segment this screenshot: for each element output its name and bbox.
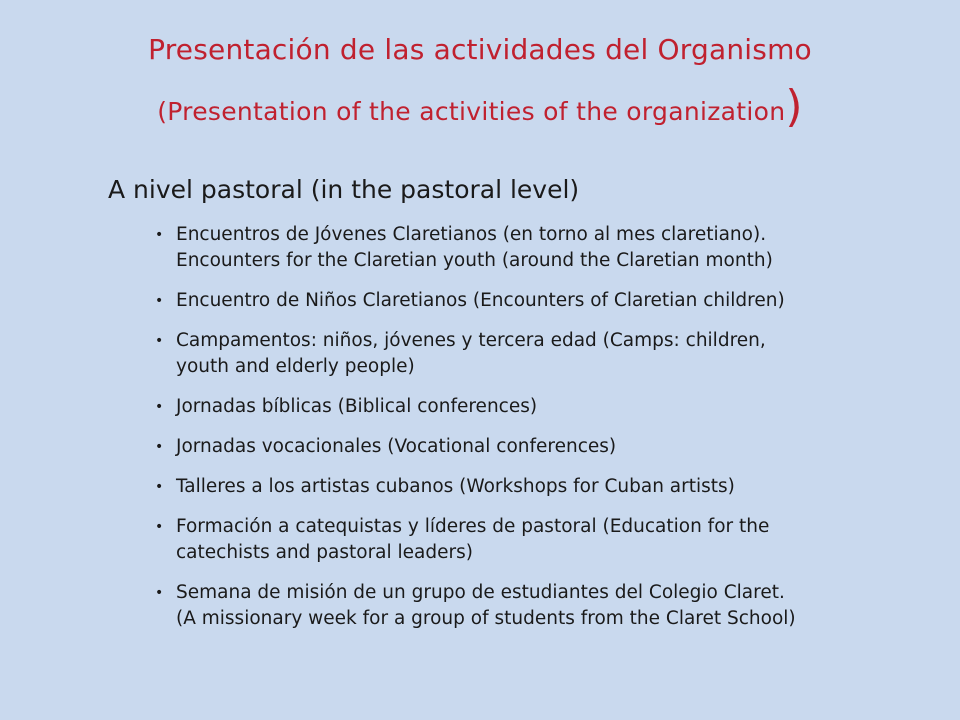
- list-item: [155, 328, 915, 380]
- section-heading: A nivel pastoral (in the pastoral level): [108, 175, 580, 204]
- list-item: [155, 434, 915, 460]
- title-paren-open: (: [157, 97, 168, 126]
- bullet-icon: •: [155, 293, 164, 309]
- bullet-icon: •: [155, 585, 164, 601]
- list-item-text: Formación a catequistas y líderes de pastoral (Education for the catechists and pastoral leaders): [176, 516, 770, 563]
- list-item: [155, 514, 915, 566]
- title-line-1: Presentación de las actividades del Organismo: [148, 33, 812, 66]
- slide-title: [40, 30, 920, 132]
- bullet-icon: •: [155, 439, 164, 455]
- list-item-text: Semana de misión de un grupo de estudiantes del Colegio Claret. (A missionary week for a group of students from the Claret School): [176, 582, 796, 629]
- title-line-2: [40, 81, 920, 132]
- bullet-icon: •: [155, 479, 164, 495]
- list-item: [155, 222, 915, 274]
- bullet-list: [155, 222, 915, 646]
- list-item-text: Talleres a los artistas cubanos (Workshops for Cuban artists): [176, 476, 735, 497]
- list-item-text: Jornadas bíblicas (Biblical conferences): [176, 396, 538, 417]
- list-item-text: Jornadas vocacionales (Vocational conferences): [176, 436, 617, 457]
- list-item: [155, 474, 915, 500]
- list-item: [155, 580, 915, 632]
- bullet-icon: •: [155, 519, 164, 535]
- bullet-icon: •: [155, 227, 164, 243]
- title-paren-close: ): [785, 81, 803, 132]
- list-item: [155, 288, 915, 314]
- list-item-text: Campamentos: niños, jóvenes y tercera edad (Camps: children, youth and elderly people): [176, 330, 766, 377]
- list-item-text: Encuentro de Niños Claretianos (Encounters of Claretian children): [176, 290, 785, 311]
- list-item-text: Encuentros de Jóvenes Claretianos (en torno al mes claretiano). Encounters for the Claretian youth (around the Claretian month): [176, 224, 773, 271]
- bullet-icon: •: [155, 399, 164, 415]
- bullet-icon: •: [155, 333, 164, 349]
- list-item: [155, 394, 915, 420]
- title-line-2-text: Presentation of the activities of the organization: [167, 97, 786, 126]
